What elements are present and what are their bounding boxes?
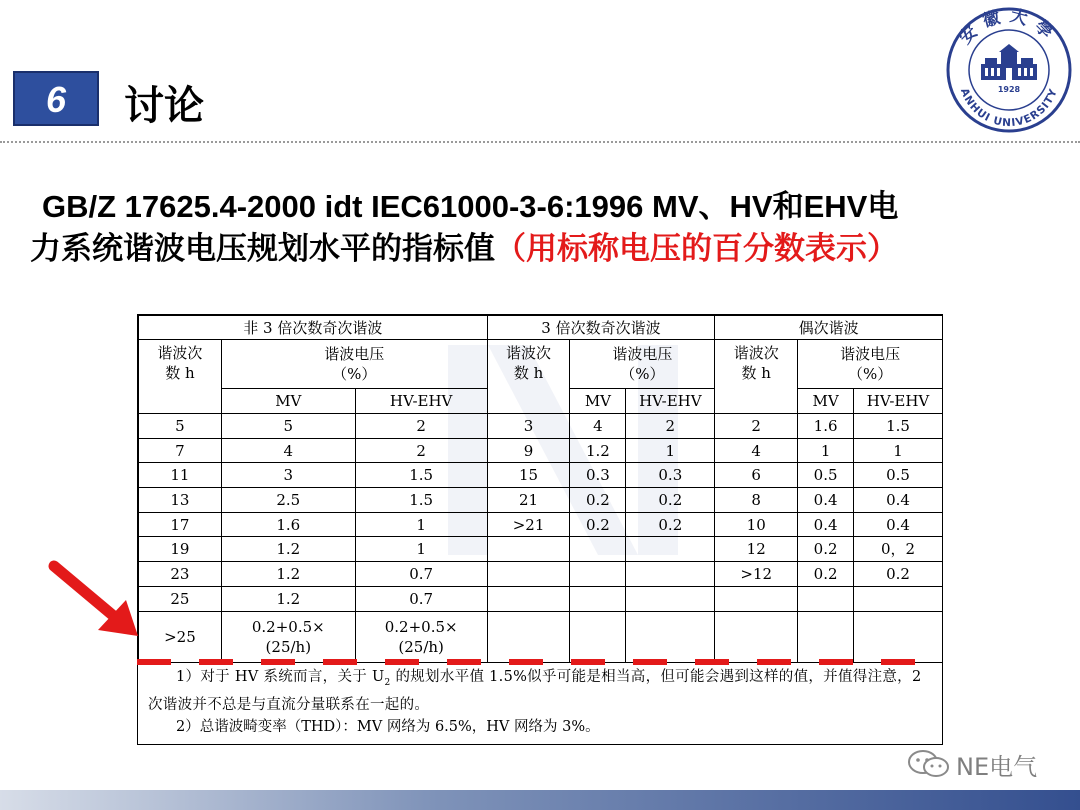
sub-header-mv: MV bbox=[221, 389, 355, 414]
cell-order: 15 bbox=[487, 463, 570, 488]
cell-hv: 0.4 bbox=[854, 512, 943, 537]
section-number-badge bbox=[13, 71, 99, 126]
cell-order: 8 bbox=[715, 488, 798, 513]
cell-hv: 0.2 bbox=[854, 562, 943, 587]
cell-mv: 0.4 bbox=[798, 488, 854, 513]
table-row bbox=[139, 611, 943, 662]
table-row bbox=[139, 586, 943, 611]
red-arrow-icon bbox=[48, 560, 143, 640]
order-header: 谐波次 数 h bbox=[487, 340, 570, 414]
cell-mv bbox=[570, 586, 626, 611]
cell-hv: 0.2 bbox=[626, 512, 715, 537]
harmonic-voltage-table bbox=[137, 314, 943, 745]
cell-order: 9 bbox=[487, 438, 570, 463]
cell-empty bbox=[854, 611, 943, 662]
cell-hv: 2 bbox=[355, 414, 487, 439]
voltage-header: 谐波电压 （%） bbox=[221, 340, 487, 389]
voltage-header: 谐波电压 （%） bbox=[570, 340, 715, 389]
table-row bbox=[139, 463, 943, 488]
cell-mv: 4 bbox=[570, 414, 626, 439]
cell-hv bbox=[626, 562, 715, 587]
cell-order: 6 bbox=[715, 463, 798, 488]
cell-mv: 0.5 bbox=[798, 463, 854, 488]
cell-mv: 4 bbox=[221, 438, 355, 463]
note-2: 2）总谐波畸变率（THD）：MV 网络为 6.5%，HV 网络为 3%。 bbox=[176, 718, 600, 735]
sub-header-hv-ehv: HV-EHV bbox=[626, 389, 715, 414]
cell-hv: 1 bbox=[626, 438, 715, 463]
table-row bbox=[139, 562, 943, 587]
cell-hv: 0.2 bbox=[626, 488, 715, 513]
table-notes bbox=[138, 662, 943, 738]
cell-mv: 0.2+0.5× (25/h) bbox=[221, 611, 355, 662]
cell-mv: 1.2 bbox=[221, 586, 355, 611]
slide-title: 讨论 bbox=[124, 83, 204, 129]
cell-mv: 1.6 bbox=[798, 414, 854, 439]
voltage-header: 谐波电压 （%） bbox=[798, 340, 943, 389]
heading-line2: 力系统谐波电压规划水平的指标值 bbox=[30, 231, 495, 266]
cell-mv bbox=[570, 562, 626, 587]
cell-order bbox=[487, 562, 570, 587]
cell-order bbox=[715, 586, 798, 611]
order-header: 谐波次 数 h bbox=[715, 340, 798, 414]
cell-empty bbox=[715, 611, 798, 662]
table-row bbox=[139, 414, 943, 439]
cell-mv: 1 bbox=[798, 438, 854, 463]
cell-mv: 0.2 bbox=[570, 512, 626, 537]
header-divider bbox=[0, 141, 1080, 143]
cell-order: 23 bbox=[139, 562, 222, 587]
cell-order: 5 bbox=[139, 414, 222, 439]
cell-mv: 3 bbox=[221, 463, 355, 488]
sub-header-hv-ehv: HV-EHV bbox=[854, 389, 943, 414]
cell-order bbox=[487, 586, 570, 611]
cell-mv: 5 bbox=[221, 414, 355, 439]
table-row bbox=[139, 537, 943, 562]
cell-hv: 0.3 bbox=[626, 463, 715, 488]
cell-empty bbox=[570, 611, 626, 662]
cell-hv bbox=[854, 586, 943, 611]
group-header-triplen-odd: 3 倍次数奇次谐波 bbox=[487, 316, 715, 340]
harmonic-table-grid bbox=[138, 315, 943, 663]
cell-mv bbox=[570, 537, 626, 562]
cell-order: 21 bbox=[487, 488, 570, 513]
cell-order: 12 bbox=[715, 537, 798, 562]
cell-order: 17 bbox=[139, 512, 222, 537]
brand-watermark bbox=[906, 748, 1037, 780]
logo-year: 1928 bbox=[997, 85, 1021, 94]
note-1: 1）对于 HV 系统而言，关于 $U_2$ 的规划水平值 1.5%似乎可能是相当高，但可能会遇到这样的值，并值得注意，2 次谐波并不总是与直流分量联系在一起的。 bbox=[148, 669, 922, 713]
table-row bbox=[139, 488, 943, 513]
cell-hv: 1.5 bbox=[854, 414, 943, 439]
group-header-even: 偶次谐波 bbox=[715, 316, 943, 340]
cell-hv: 0.2+0.5× (25/h) bbox=[355, 611, 487, 662]
sub-header-mv: MV bbox=[798, 389, 854, 414]
cell-order: >12 bbox=[715, 562, 798, 587]
cell-order: 2 bbox=[715, 414, 798, 439]
table-row bbox=[139, 512, 943, 537]
cell-mv: 0.2 bbox=[570, 488, 626, 513]
cell-mv: 0.2 bbox=[798, 537, 854, 562]
cell-hv: 1 bbox=[355, 537, 487, 562]
logo-top-text: 安徽大學 bbox=[955, 6, 1063, 49]
cell-order: 25 bbox=[139, 586, 222, 611]
cell-hv: 0.5 bbox=[854, 463, 943, 488]
order-header: 谐波次 数 h bbox=[139, 340, 222, 414]
cell-order: 3 bbox=[487, 414, 570, 439]
cell-mv: 1.2 bbox=[570, 438, 626, 463]
cell-order: >25 bbox=[139, 611, 222, 662]
cell-hv: 0.7 bbox=[355, 562, 487, 587]
footer-bar bbox=[0, 790, 1080, 810]
cell-order: 4 bbox=[715, 438, 798, 463]
wechat-icon bbox=[906, 749, 952, 779]
cell-mv: 0.4 bbox=[798, 512, 854, 537]
cell-order bbox=[487, 537, 570, 562]
cell-mv: 0.3 bbox=[570, 463, 626, 488]
cell-mv: 2.5 bbox=[221, 488, 355, 513]
cell-hv: 0.4 bbox=[854, 488, 943, 513]
section-number: 6 bbox=[45, 79, 67, 120]
cell-empty bbox=[626, 611, 715, 662]
cell-mv: 0.2 bbox=[798, 562, 854, 587]
university-logo-icon bbox=[945, 6, 1073, 134]
cell-order: 10 bbox=[715, 512, 798, 537]
group-header-non-triplen-odd: 非 3 倍次数奇次谐波 bbox=[139, 316, 488, 340]
cell-order: 19 bbox=[139, 537, 222, 562]
cell-mv: 1.2 bbox=[221, 537, 355, 562]
cell-hv: 1 bbox=[854, 438, 943, 463]
cell-hv: 0，2 bbox=[854, 537, 943, 562]
cell-order: 13 bbox=[139, 488, 222, 513]
cell-mv: 1.2 bbox=[221, 562, 355, 587]
cell-hv: 1.5 bbox=[355, 488, 487, 513]
heading-line2-red: （用标称电压的百分数表示） bbox=[495, 231, 898, 266]
cell-hv: 2 bbox=[355, 438, 487, 463]
cell-mv bbox=[798, 586, 854, 611]
cell-hv bbox=[626, 586, 715, 611]
heading-line1: GB/Z 17625.4-2000 idt IEC61000-3-6:1996 MV、HV和EHV电 bbox=[42, 189, 899, 224]
highlight-dashed-line bbox=[137, 657, 937, 667]
cell-hv: 1.5 bbox=[355, 463, 487, 488]
cell-hv: 1 bbox=[355, 512, 487, 537]
slide-heading bbox=[30, 186, 1060, 270]
cell-empty bbox=[487, 611, 570, 662]
sub-header-mv: MV bbox=[570, 389, 626, 414]
logo-bottom-text: ANHUI UNIVERSITY bbox=[957, 86, 1061, 130]
cell-hv bbox=[626, 537, 715, 562]
brand-name: NE电气 bbox=[956, 752, 1038, 781]
cell-order: >21 bbox=[487, 512, 570, 537]
cell-hv: 0.7 bbox=[355, 586, 487, 611]
cell-mv: 1.6 bbox=[221, 512, 355, 537]
cell-hv: 2 bbox=[626, 414, 715, 439]
cell-empty bbox=[798, 611, 854, 662]
table-row bbox=[139, 438, 943, 463]
cell-order: 7 bbox=[139, 438, 222, 463]
cell-order: 11 bbox=[139, 463, 222, 488]
sub-header-hv-ehv: HV-EHV bbox=[355, 389, 487, 414]
